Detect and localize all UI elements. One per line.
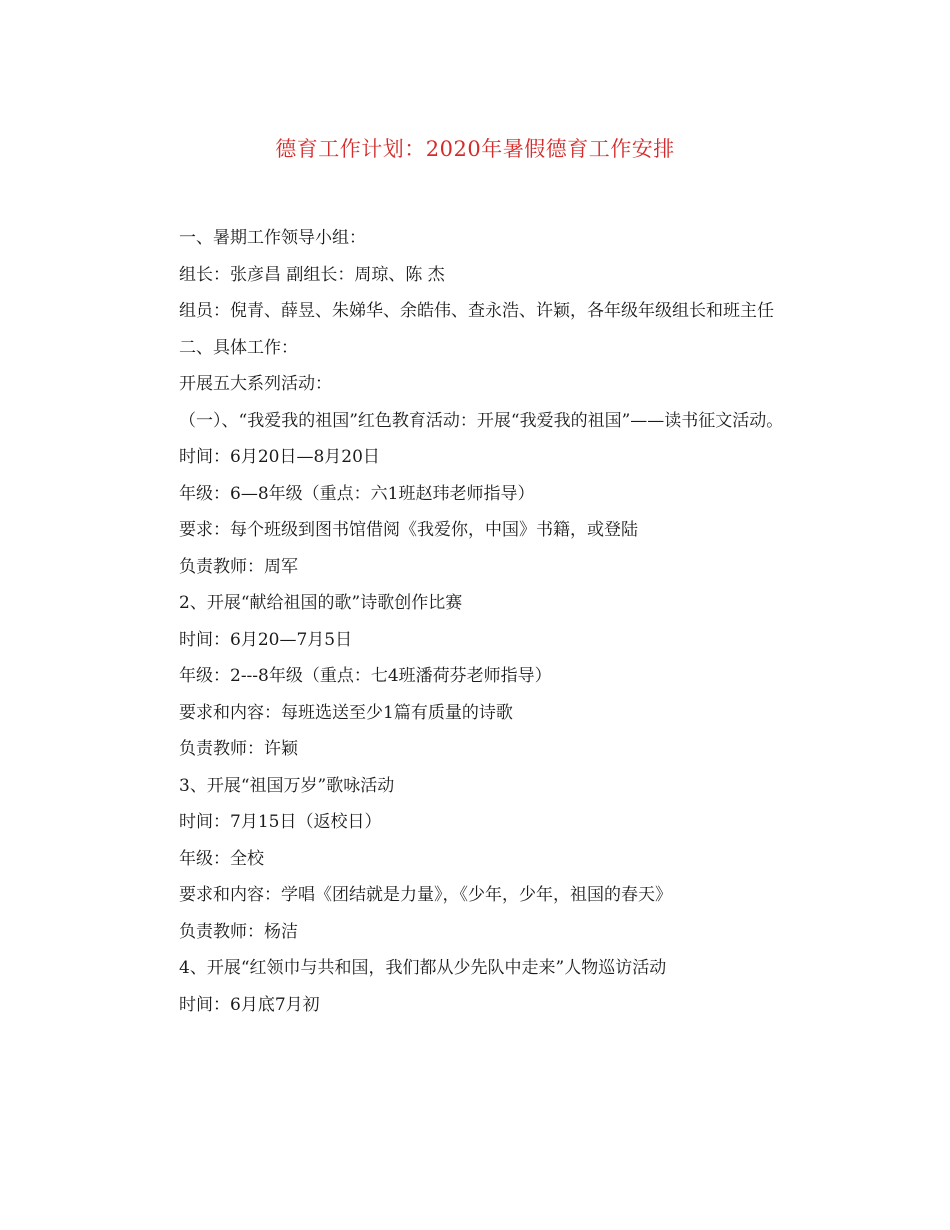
paragraph-group-leaders: 组长：张彦昌 副组长：周琼、陈 杰 (179, 264, 445, 285)
paragraph-activities-intro: 开展五大系列活动： (179, 374, 332, 394)
document-body (145, 220, 805, 1023)
paragraph-activity-4: 4、开展“红领巾与共和国，我们都从少先队中走来”人物巡访活动 (179, 958, 667, 978)
paragraph-activity-1-teacher: 负责教师：周军 (179, 556, 298, 577)
paragraph-activity-2-grade: 年级：2---8年级（重点：七4班潘荷芬老师指导） (179, 666, 552, 686)
paragraph-activity-3-time: 时间：7月15日（返校日） (179, 812, 382, 832)
paragraph-activity-1-time: 时间：6月20日—8月20日 (179, 447, 380, 467)
document-title: 德育工作计划：2020年暑假德育工作安排 (275, 137, 675, 161)
paragraph-activity-1-grade: 年级：6—8年级（重点：六1班赵玮老师指导） (179, 483, 535, 504)
paragraph-activity-1-requirement: 要求：每个班级到图书馆借阅《我爱你，中国》书籍，或登陆 (179, 520, 638, 540)
paragraph-activity-4-time: 时间：6月底7月初 (179, 994, 320, 1015)
paragraph-leadership-heading: 一、暑期工作领导小组： (179, 228, 366, 248)
paragraph-activity-3-requirement: 要求和内容：学唱《团结就是力量》，《少年，少年，祖国的春天》 (179, 885, 672, 905)
paragraph-activity-3-grade: 年级：全校 (179, 848, 264, 869)
paragraph-activity-2: 2、开展“献给祖国的歌”诗歌创作比赛 (179, 593, 463, 613)
paragraph-activity-3-teacher: 负责教师：杨洁 (179, 921, 298, 942)
paragraph-activity-2-teacher: 负责教师：许颖 (179, 739, 298, 759)
paragraph-activity-1: （一）、“我爱我的祖国”红色教育活动：开展“我爱我的祖国”——读书征文活动。 (179, 410, 784, 431)
paragraph-group-members: 组员：倪青、薛昱、朱娣华、余皓伟、查永浩、许颖，各年级年级组长和班主任 (179, 301, 774, 321)
paragraph-activity-2-requirement: 要求和内容：每班选送至少1篇有质量的诗歌 (179, 702, 513, 723)
paragraph-activity-3: 3、开展“祖国万岁”歌咏活动 (179, 775, 395, 796)
paragraph-activity-2-time: 时间：6月20—7月5日 (179, 629, 353, 650)
paragraph-work-heading: 二、具体工作： (179, 337, 298, 358)
